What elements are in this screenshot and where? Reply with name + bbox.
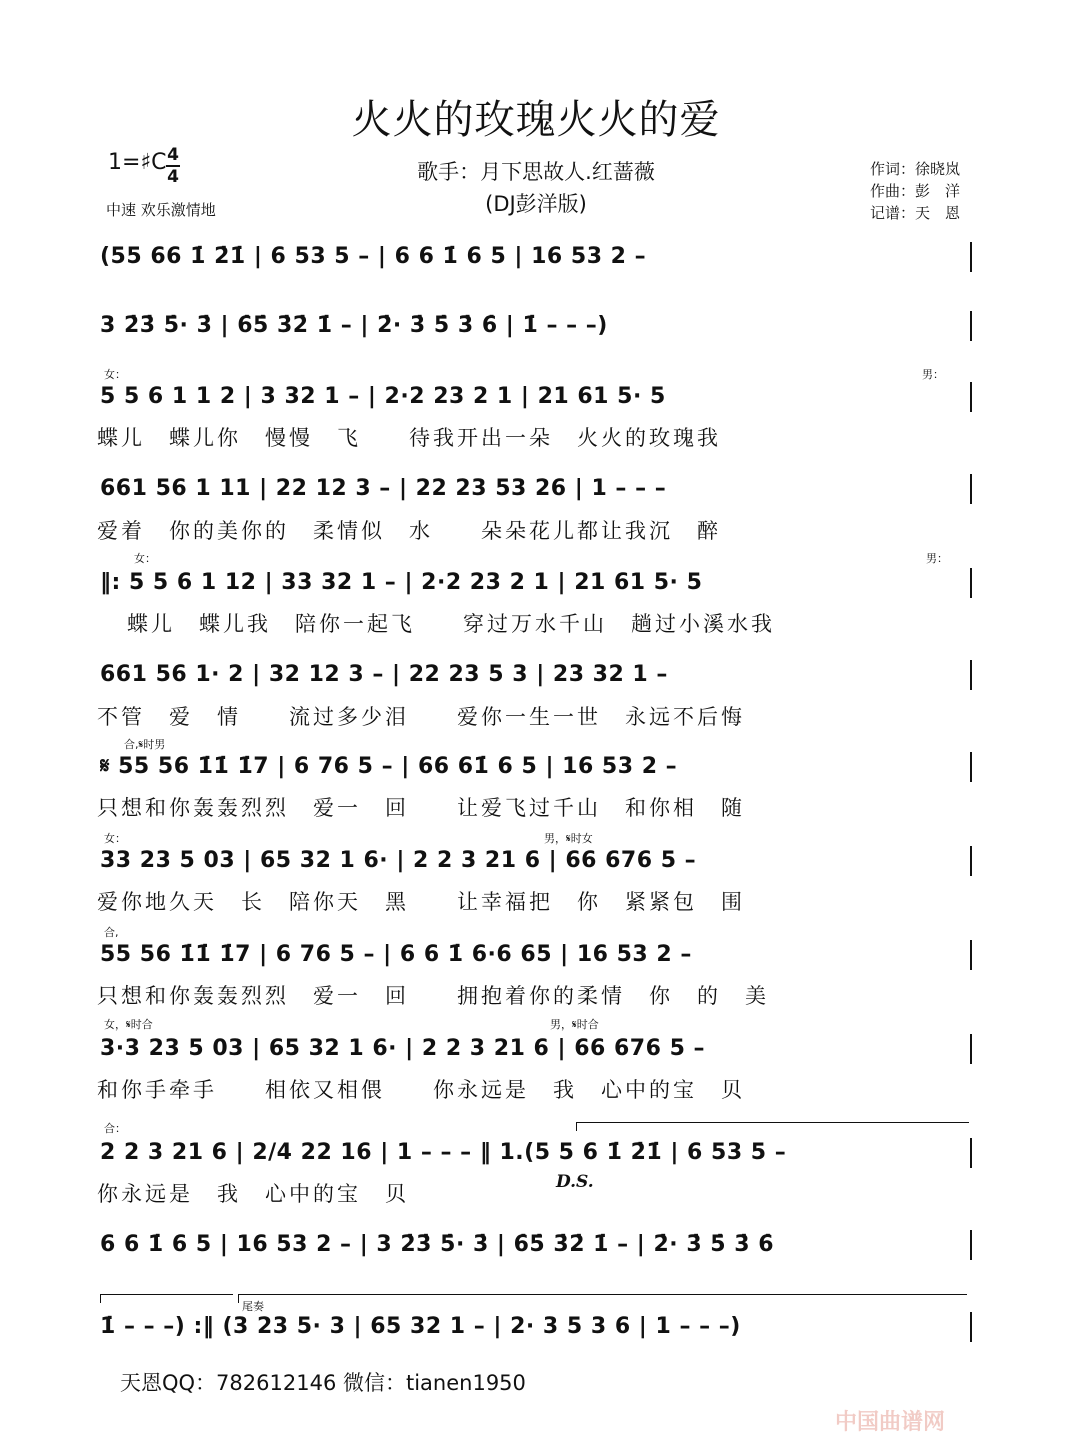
- lyrics-line: 爱你地久天 长 陪你天 黑 让幸福把 你 紧紧包 围: [97, 890, 745, 914]
- version-line: (DJ彭洋版): [485, 192, 587, 216]
- lyrics-line: 只想和你轰轰烈烈 爱一 回 让爱飞过千山 和你相 随: [97, 796, 745, 820]
- part-label: 女：: [134, 552, 156, 565]
- notation-line: 5 5 6 1 1 2 | 3 32 1 – | 2·2 23 2 1 | 21 61 5· 5: [100, 384, 666, 409]
- coda-bracket: [238, 1294, 967, 1303]
- credit-transcriber: 记谱：天 恩: [870, 204, 961, 222]
- notation-line: 3 2̇3̇ 5̇· 3̇ | 6̇5̇ 3̇2̇ 1̇ – | 2̇· 3̇ 5̇ 3̇ 6̇ | 1̇ – – –): [100, 313, 608, 338]
- part-label: 尾奏: [242, 1300, 264, 1313]
- part-label: 合,: [104, 926, 119, 939]
- notation-line: 3·3 23 5 03 | 65 32 1 6· | 2 2 3 21 6 | 66 676 5 –: [100, 1036, 706, 1061]
- lyrics-line: 蝶儿 蝶儿你 慢慢 飞 待我开出一朵 火火的玫瑰我: [97, 426, 721, 450]
- notation-line: 661 56 1 11 | 22 12 3 – | 22 23 53 26 | 1 – – –: [100, 476, 667, 501]
- site-watermark: 中国曲谱网: [835, 1410, 946, 1435]
- part-label: 女，𝄋时合: [104, 1018, 153, 1031]
- time-signature-top: 4: [167, 145, 179, 165]
- credit-composer: 作曲：彭 洋: [870, 182, 961, 200]
- ending-bracket: [100, 1294, 233, 1303]
- notation-line: 33 23 5 03 | 65 32 1 6· | 2 2 3 21 6 | 66 676 5 –: [100, 848, 697, 873]
- singer-line: 歌手：月下思故人.红蔷薇: [417, 160, 655, 184]
- notation-line: ‖: 5 5 6 1 12 | 33 32 1 – | 2·2 23 2 1 | 21 61 5· 5: [100, 570, 703, 595]
- part-label: 合,𝄋时男: [124, 738, 166, 751]
- key-signature: 1=♯C: [108, 150, 167, 175]
- credit-lyricist: 作词：徐晓岚: [870, 160, 961, 178]
- lyrics-line: 和你手牵手 相依又相偎 你永远是 我 心中的宝 贝: [97, 1078, 745, 1102]
- dal-segno-marking: D.S.: [556, 1172, 594, 1192]
- notation-line: 1̇ – – –) :‖ (3 23 5· 3 | 65 32 1 – | 2· 3 5 3 6 | 1 – – –): [100, 1314, 741, 1339]
- notation-line: 6 6 1̇ 6 5 | 16 53 2 – | 3 2̇3̇ 5̇· 3̇ | 6̇5̇ 3̇2̇ 1̇ – | 2̇· 3̇ 5̇ 3̇ 6̇: [100, 1232, 775, 1257]
- part-label: 男：: [926, 552, 948, 565]
- lyrics-line: 你永远是 我 心中的宝 贝: [97, 1182, 409, 1206]
- part-label: 男，𝄋时女: [544, 832, 593, 845]
- part-label: 男：: [922, 368, 944, 381]
- tempo-marking: 中速 欢乐激情地: [106, 201, 216, 219]
- lyrics-line: 只想和你轰轰烈烈 爱一 回 拥抱着你的柔情 你 的 美: [97, 984, 769, 1008]
- lyrics-line: 爱着 你的美你的 柔情似 水 朵朵花儿都让我沉 醉: [97, 519, 721, 543]
- notation-line: 𝄋 55 56 1̇1̇ 1̇7 | 6 76 5 – | 66 61̇ 6 5 | 16 53 2 –: [100, 754, 678, 779]
- notation-line: 661 56 1· 2 | 32 12 3 – | 22 23 5 3 | 23 32 1 –: [100, 662, 668, 687]
- lyrics-line: 蝶儿 蝶儿我 陪你一起飞 穿过万水千山 趟过小溪水我: [127, 612, 775, 636]
- part-label: 男，𝄋时合: [550, 1018, 599, 1031]
- contact-footer: 天恩QQ：782612146 微信：tianen1950: [120, 1371, 526, 1395]
- notation-line: 55 56 1̇1̇ 1̇7 | 6 76 5 – | 6 6 1̇ 6·6 65 | 16 53 2 –: [100, 942, 692, 967]
- part-label: 女：: [104, 832, 126, 845]
- notation-line: 2 2 3 21 6 | 2/4 22 16 | 1 – – – ‖ 1.(5 5 6 1̇ 2̇1̇ | 6 53 5 –: [100, 1140, 787, 1165]
- time-signature-bottom: 4: [167, 167, 179, 187]
- lyrics-line: 不管 爱 情 流过多少泪 爱你一生一世 永远不后悔: [97, 705, 745, 729]
- page-title: 火火的玫瑰火火的爱: [351, 97, 721, 143]
- notation-line: (55 66 1̇ 2̇1̇ | 6 53 5 – | 6 6 1̇ 6 5 | 16 53 2 –: [100, 244, 647, 269]
- first-ending-bracket: [576, 1122, 969, 1131]
- part-label: 女：: [104, 368, 126, 381]
- part-label: 合：: [104, 1122, 126, 1135]
